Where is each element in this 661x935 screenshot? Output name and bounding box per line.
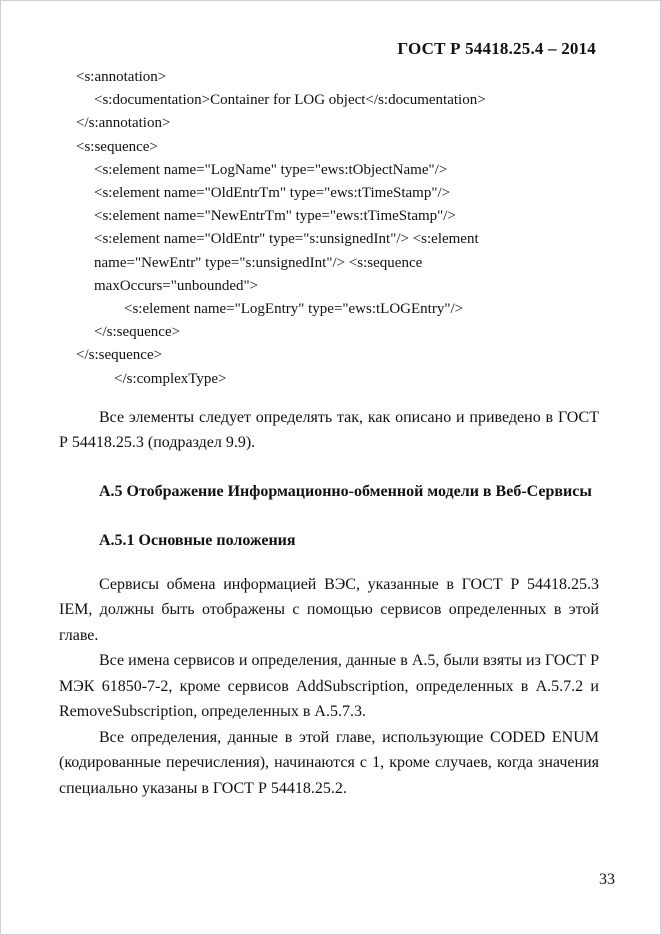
code-line: <s:element name="LogName" type="ews:tObjectName"/>	[94, 161, 448, 178]
section-heading-a5: А.5 Отображение Информационно-обменной модели в Веб-Сервисы	[99, 482, 592, 500]
code-line: <s:element name="OldEntr" type="s:unsignedInt"/> <s:element	[94, 231, 479, 248]
code-line: name="NewEntr" type="s:unsignedInt"/> <s:sequence	[94, 254, 423, 271]
code-line: <s:element name="OldEntrTm" type="ews:tTimeStamp"/>	[94, 185, 451, 202]
code-line: <s:annotation>	[76, 69, 167, 85]
code-line: </s:sequence>	[94, 324, 181, 341]
code-line: <s:element name="NewEntrTm" type="ews:tTimeStamp"/>	[94, 208, 456, 225]
paragraph-coded-enum: Все определения, данные в этой главе, использующие CODED ENUM (кодированные перечисления), начинаются с 1, кроме случаев, когда значения специально указаны в ГОСТ Р 54418.25.2.	[59, 728, 599, 797]
code-line: <s:sequence>	[76, 138, 158, 155]
paragraph-service-names: Все имена сервисов и определения, данные в А.5, были взяты из ГОСТ Р МЭК 61850-7-2, кроме сервисов AddSubscription, определенных в А.5.7.2 и RemoveSubscription, определенных в А.5.7.3.	[59, 652, 599, 721]
code-line: </s:annotation>	[76, 115, 171, 132]
code-line: </s:complexType>	[114, 370, 227, 387]
code-line: maxOccurs="unbounded">	[94, 277, 259, 294]
page-number: 33	[599, 871, 615, 888]
code-line: <s:element name="LogEntry" type="ews:tLOGEntry"/>	[124, 301, 464, 318]
subsection-heading-a51: А.5.1 Основные положения	[99, 531, 296, 549]
code-line: <s:documentation>Container for LOG object</s:documentation>	[94, 92, 486, 109]
paragraph-services: Сервисы обмена информацией ВЭС, указанные в ГОСТ Р 54418.25.3 IEM, должны быть отображены с помощью сервисов определенных в этой главе.	[59, 575, 599, 644]
paragraph-elements-definition: Все элементы следует определять так, как описано и приведено в ГОСТ Р 54418.25.3 (подраздел 9.9).	[59, 408, 599, 452]
body-text	[59, 405, 599, 802]
running-header: ГОСТ Р 54418.25.4 – 2014	[397, 39, 596, 58]
code-line: </s:sequence>	[76, 347, 163, 364]
xml-schema-code-block	[59, 66, 599, 391]
page-content	[59, 66, 599, 801]
